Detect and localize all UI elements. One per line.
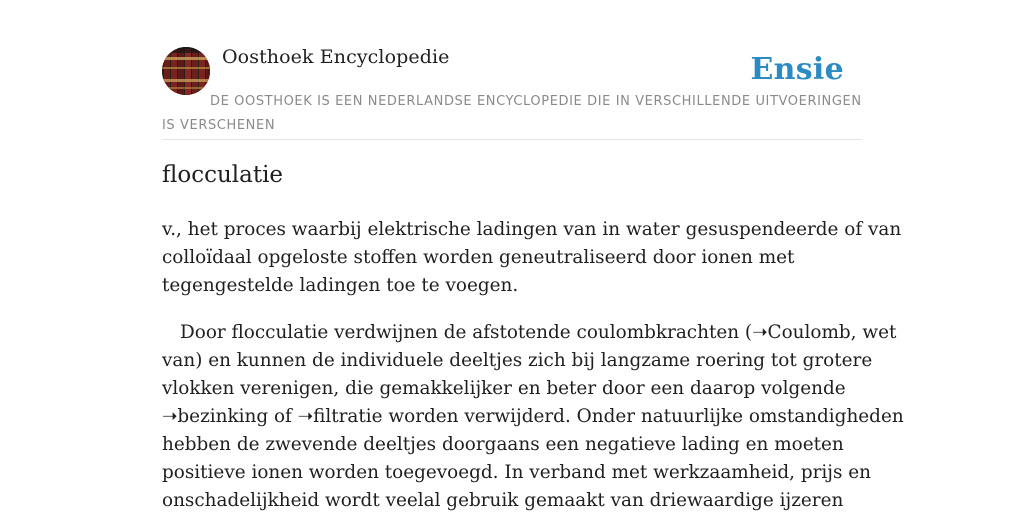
paragraph-line: tegengestelde ladingen toe te voegen. [162,275,519,296]
site-name[interactable]: Oosthoek Encyclopedie [222,46,450,68]
entry-title: flocculatie [162,162,284,188]
site-header [162,0,862,140]
paragraph-line: onschadelijkheid wordt veelal gebruik gemaakt van driewaardige ijzeren [162,490,844,511]
paragraph-line: van) en kunnen de individuele deeltjes zich bij langzame roering tot grotere [162,350,873,371]
paragraph-line: positieve ionen worden toegevoegd. In verband met werkzaamheid, prijs en [162,462,871,483]
encyclopedia-books-avatar-icon[interactable] [162,47,210,95]
paragraph-line: hebben de zwevende deeltjes doorgaans een negatieve lading en moeten [162,434,844,455]
paragraph-line: v., het proces waarbij elektrische ladingen van in water gesuspendeerde of van [162,219,902,240]
paragraph-line: vlokken verenigen, die gemakkelijker en beter door een daarop volgende [162,378,846,399]
paragraph-line: Door flocculatie verdwijnen de afstotende coulombkrachten (➝Coulomb, wet [180,322,897,343]
site-tagline: DE OOSTHOEK IS EEN NEDERLANDSE ENCYCLOPEDIE DIE IN VERSCHILLENDE UITVOERINGEN IS VERSCHENEN [162,94,862,133]
paragraph-line: colloïdaal opgeloste stoffen worden geneutraliseerd door ionen met [162,247,795,268]
page [162,0,904,512]
entry-paragraph-2 [162,319,904,512]
brand-logo[interactable]: Ensie [750,52,844,87]
entry-paragraph-1 [162,216,902,300]
paragraph-line: ➝bezinking of ➝filtratie worden verwijderd. Onder natuurlijke omstandigheden [162,406,904,427]
